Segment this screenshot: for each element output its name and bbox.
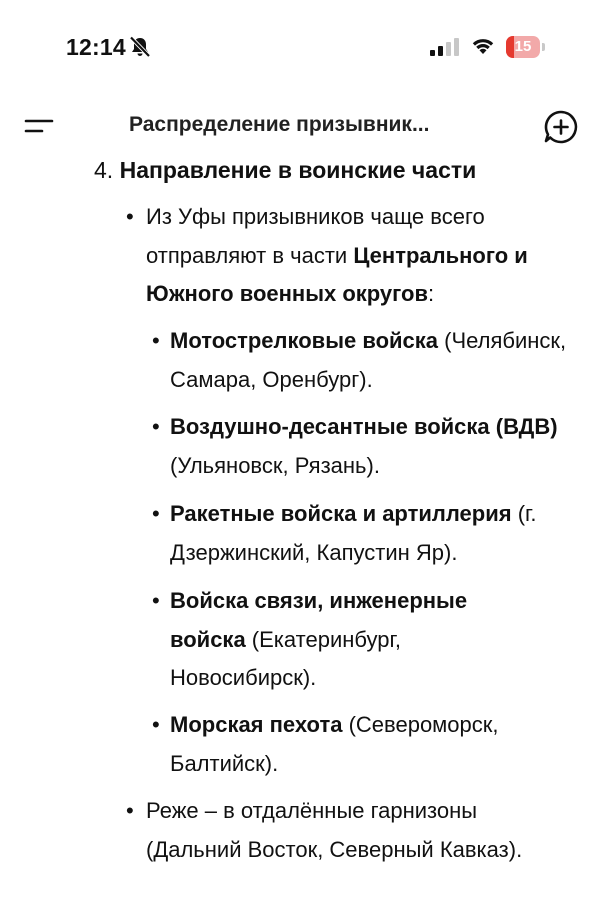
status-time: 12:14 [66, 34, 126, 60]
sub-bullet-marker: • [152, 414, 160, 439]
sub-item-text: (Екатеринбург, Новосибирск). [170, 626, 401, 690]
sub-list-item [170, 322, 580, 399]
chat-header [0, 100, 600, 154]
sub-bullet-marker: • [152, 328, 160, 353]
sub-item-text: (Челябинск, Самара, Оренбург). [170, 328, 567, 392]
sub-item-bold: Воздушно-десантные войска (ВДВ) [170, 414, 558, 439]
battery-icon [506, 36, 540, 58]
sub-list-item [170, 408, 580, 485]
new-chat-icon[interactable] [542, 108, 580, 146]
chat-title[interactable]: Распределение призывник... [129, 113, 430, 136]
sub-item-text: (г. Дзержинский, Капустин Яр). [170, 501, 537, 565]
list-item-text: Реже – в отдалённые гарнизоны (Дальний Восток, Северный Кавказ). [146, 798, 523, 862]
section-number: 4. [94, 157, 114, 183]
battery-tip [542, 43, 545, 51]
sub-bullet-marker: • [152, 712, 160, 737]
bullet-marker: • [126, 798, 134, 823]
list-item-text: Из Уфы призывников чаще всего отправляют в части [146, 204, 485, 268]
sub-list-item [170, 582, 530, 698]
menu-icon[interactable] [24, 114, 56, 138]
section-heading [94, 154, 476, 186]
sub-list-item [170, 706, 575, 783]
list-item [146, 198, 576, 314]
sub-item-bold: Морская пехота [170, 712, 343, 737]
cellular-signal-icon [430, 38, 460, 56]
wifi-icon [470, 36, 496, 56]
sub-item-text: (Североморск, Балтийск). [170, 712, 499, 776]
sub-item-bold: Войска связи, инженерные войска [170, 588, 468, 652]
sub-item-bold: Ракетные войска и артиллерия [170, 501, 512, 526]
bell-slash-icon [128, 36, 152, 58]
battery-percent: 15 [514, 38, 532, 55]
list-item-text: : [428, 281, 435, 306]
sub-bullet-marker: • [152, 501, 160, 526]
bullet-marker: • [126, 204, 134, 229]
section-title: Направление в воинские части [119, 157, 477, 183]
list-item [146, 792, 546, 869]
sub-list-item [170, 495, 580, 572]
sub-bullet-marker: • [152, 588, 160, 613]
list-item-bold: Центрального и Южного военных округов [146, 242, 528, 306]
sub-item-text: (Ульяновск, Рязань). [170, 452, 380, 478]
status-bar [0, 0, 600, 96]
sub-item-bold: Мотострелковые войска [170, 328, 439, 353]
